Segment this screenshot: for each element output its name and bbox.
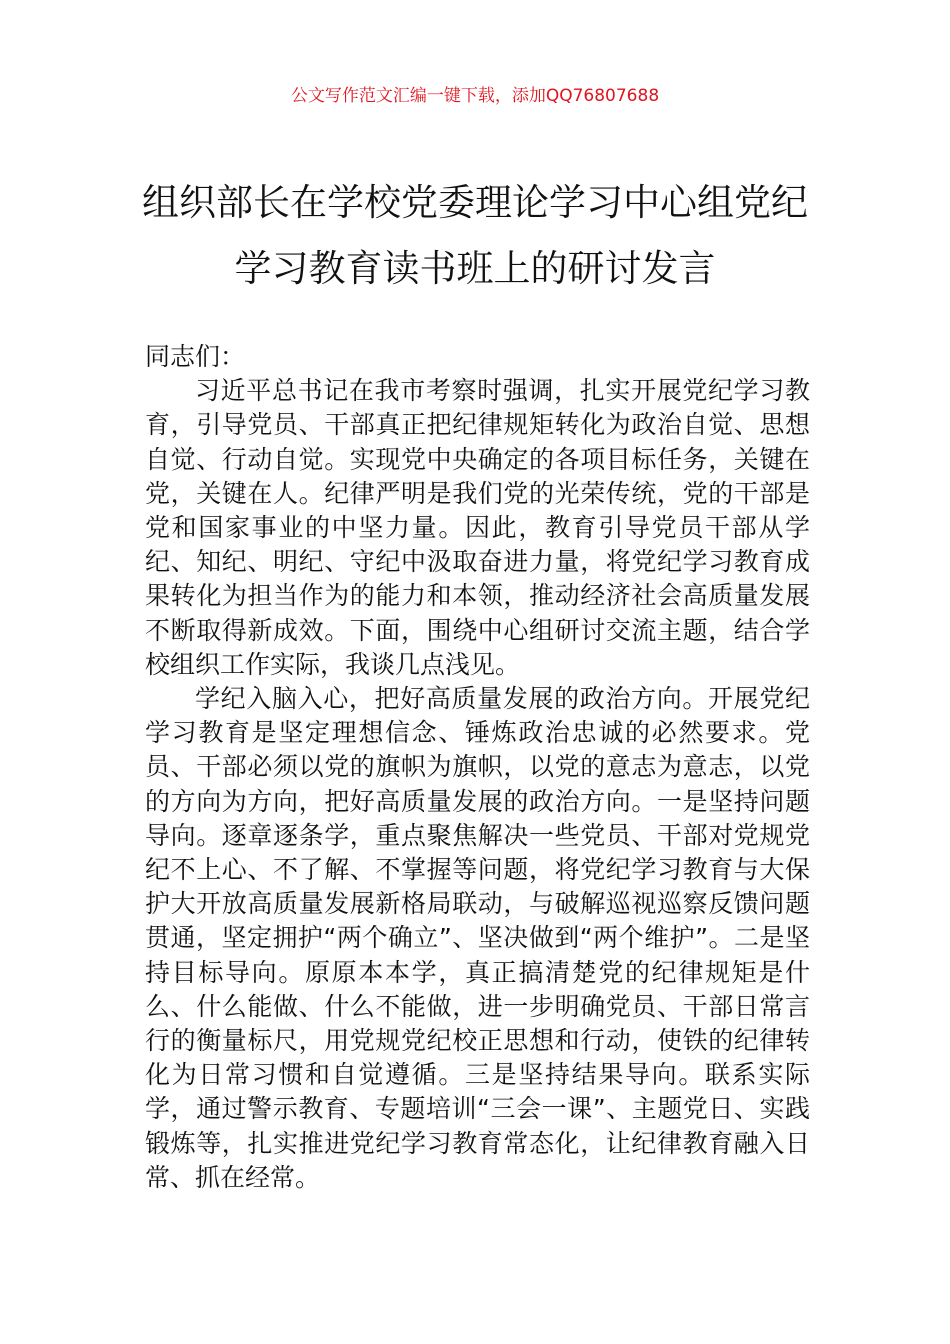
title-line-2: 学习教育读书班上的研讨发言 — [234, 247, 716, 290]
download-promo-note: 公文写作范文汇编一键下载，添加QQ76807688 — [290, 86, 660, 106]
title-line-1: 组织部长在学校党委理论学习中心组党纪 — [142, 181, 808, 224]
paragraph-intro: 习近平总书记在我市考察时强调，扎实开展党纪学习教育，引导党员、干部真正把纪律规矩转化为政治自觉、思想自觉、行动自觉。实现党中央确定的各项目标任务，关键在党，关键在人。纪律严明是我们党的光荣传统，党的干部是党和国家事业的中坚力量。因此，教育引导党员干部从学纪、知纪、明纪、守纪中汲取奋进力量，将党纪学习教育成果转化为担当作为的能力和本领，推动经济社会高质量发展不断取得新成效。下面，围绕中心组研讨交流主题，结合学校组织工作实际，我谈几点浅见。 — [145, 376, 810, 679]
document-body — [145, 340, 810, 1195]
salutation: 同志们： — [145, 342, 246, 371]
document-title — [140, 170, 810, 302]
paragraph-section-1: 学纪入脑入心，把好高质量发展的政治方向。开展党纪学习教育是坚定理想信念、锤炼政治忠诚的必然要求。党员、干部必须以党的旗帜为旗帜，以党的意志为意志，以党的方向为方向，把好高质量发展的政治方向。一是坚持问题导向。逐章逐条学，重点聚焦解决一些党员、干部对党规党纪不上心、不了解、不掌握等问题，将党纪学习教育与大保护大开放高质量发展新格局联动，与破解巡视巡察反馈问题贯通，坚定拥护“两个确立”、坚决做到“两个维护”。二是坚持目标导向。原原本本学，真正搞清楚党的纪律规矩是什么、什么能做、什么不能做，进一步明确党员、干部日常言行的衡量标尺，用党规党纪校正思想和行动，使铁的纪律转化为日常习惯和自觉遵循。三是坚持结果导向。联系实际学，通过警示教育、专题培训“三会一课”、主题党日、实践锻炼等，扎实推进党纪学习教育常态化，让纪律教育融入日常、抓在经常。 — [145, 684, 810, 1192]
